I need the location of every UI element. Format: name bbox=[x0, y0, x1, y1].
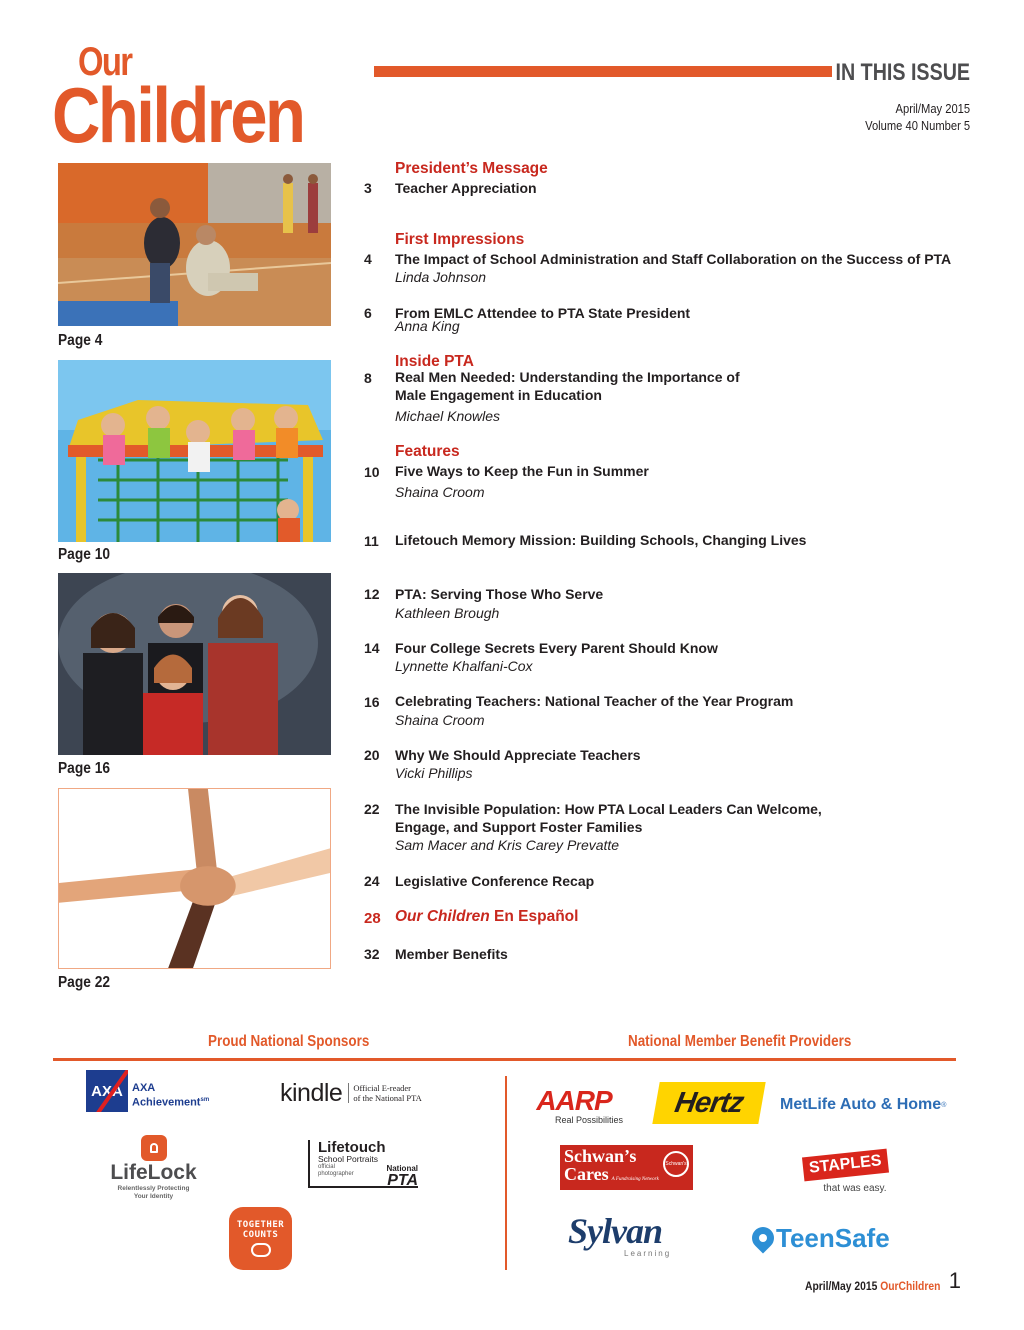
toc-article-title: Why We Should Appreciate Teachers bbox=[395, 747, 641, 763]
schwans-badge-icon: Schwan's bbox=[663, 1151, 689, 1177]
toc-page-number: 6 bbox=[364, 305, 372, 321]
toc-article-title: Celebrating Teachers: National Teacher of the Year Program bbox=[395, 693, 794, 709]
toc-page-number: 4 bbox=[364, 251, 372, 267]
toc-article-title: Five Ways to Keep the Fun in Summer bbox=[395, 463, 649, 479]
lifetouch-logo bbox=[308, 1140, 418, 1188]
lifelock-logo bbox=[106, 1133, 201, 1203]
photo-page-22 bbox=[58, 788, 331, 969]
kindle-logo bbox=[280, 1075, 440, 1111]
section-heading: Inside PTA bbox=[395, 353, 474, 370]
kindle-line2: of the National PTA bbox=[353, 1093, 422, 1103]
people-icon bbox=[251, 1243, 271, 1257]
page-number: 1 bbox=[948, 1268, 961, 1293]
lifetouch-line1: School Portraits bbox=[318, 1154, 378, 1164]
aarp-word: AARP bbox=[536, 1084, 612, 1116]
masthead-our: Our bbox=[78, 40, 132, 84]
toc-author: Linda Johnson bbox=[395, 269, 487, 285]
pta-word: PTA bbox=[387, 1172, 418, 1189]
axa-line2: Achievement bbox=[132, 1096, 201, 1109]
hertz-word: Hertz bbox=[672, 1086, 746, 1119]
sylvan-word: Sylvan bbox=[568, 1210, 663, 1251]
issue-volume: Volume 40 Number 5 bbox=[864, 118, 970, 133]
section-heading: President’s Message bbox=[395, 160, 548, 177]
staples-word: STAPLES bbox=[802, 1148, 889, 1181]
sponsor-column-divider bbox=[505, 1076, 507, 1270]
metlife-reg: ® bbox=[941, 1101, 947, 1109]
section-heading: Features bbox=[395, 443, 460, 460]
footer-date: April/May 2015 bbox=[804, 1279, 877, 1293]
lifetouch-line3: photographer bbox=[318, 1171, 354, 1177]
schwans-line2: Cares bbox=[564, 1164, 609, 1184]
axa-achievement-logo bbox=[86, 1070, 226, 1112]
staples-tagline: that was easy. bbox=[823, 1182, 887, 1194]
toc-page-number: 16 bbox=[364, 694, 380, 710]
issue-date-block bbox=[865, 100, 970, 134]
schwans-line1: Schwan’s bbox=[564, 1146, 637, 1166]
toc-page-number: 11 bbox=[364, 533, 379, 549]
issue-title: IN THIS ISSUE bbox=[835, 59, 970, 86]
axa-line1: AXA bbox=[132, 1081, 156, 1094]
sponsors-heading: Proud National Sponsors bbox=[208, 1033, 370, 1050]
toc-author: Shaina Croom bbox=[395, 484, 485, 500]
lifelock-tagline bbox=[118, 1185, 190, 1201]
toc-article-title bbox=[395, 908, 578, 927]
toc-article-title-line2: Male Engagement in Education bbox=[395, 387, 602, 403]
toc-page-number: 32 bbox=[364, 946, 380, 962]
toc-article-title: PTA: Serving Those Who Serve bbox=[395, 586, 604, 602]
toc-page-number: 24 bbox=[364, 873, 380, 889]
lock-icon bbox=[141, 1135, 167, 1161]
photo-caption: Page 22 bbox=[58, 974, 111, 991]
lifetouch-official bbox=[318, 1164, 354, 1178]
footer-brand: OurChildren bbox=[879, 1279, 940, 1293]
toc-article-title: Member Benefits bbox=[395, 946, 508, 962]
toc-page-number: 12 bbox=[364, 586, 380, 602]
teensafe-word: TeenSafe bbox=[776, 1222, 890, 1253]
benefit-providers-heading: National Member Benefit Providers bbox=[628, 1033, 852, 1050]
pta-mark bbox=[386, 1164, 418, 1188]
photo-caption: Page 16 bbox=[58, 760, 111, 777]
teensafe-logo bbox=[752, 1220, 912, 1256]
toc-title-italic: Our Children bbox=[395, 908, 490, 925]
toc-page-number: 10 bbox=[364, 464, 380, 480]
hertz-logo bbox=[652, 1082, 765, 1124]
toc-author: Anna King bbox=[395, 318, 460, 334]
photo-page-4 bbox=[58, 163, 331, 326]
sponsor-divider bbox=[53, 1058, 956, 1061]
location-pin-icon bbox=[747, 1222, 778, 1253]
schwans-tagline: A Fundraising Network bbox=[611, 1177, 659, 1182]
toc-page-number: 8 bbox=[364, 370, 372, 386]
aarp-logo bbox=[519, 1083, 629, 1128]
lifetouch-word: Lifetouch bbox=[318, 1139, 386, 1156]
photo-page-16 bbox=[58, 573, 331, 755]
toc-article-title: Real Men Needed: Understanding the Importance of bbox=[395, 369, 740, 385]
toc-article-title: Four College Secrets Every Parent Should Know bbox=[395, 640, 718, 656]
toc-page-number: 20 bbox=[364, 747, 380, 763]
kindle-word: kindle bbox=[280, 1078, 343, 1107]
aarp-tagline: Real Possibilities bbox=[554, 1114, 624, 1125]
toc-author: Vicki Phillips bbox=[395, 765, 473, 781]
issue-header-bar bbox=[374, 66, 832, 77]
toc-author: Shaina Croom bbox=[395, 712, 485, 728]
toc-article-title: From EMLC Attendee to PTA State President bbox=[395, 305, 691, 321]
toc-article-title: The Impact of School Administration and Staff Collaboration on the Success of PTA bbox=[395, 251, 952, 267]
toc-page-number: 3 bbox=[364, 180, 372, 196]
toc-title-rest: En Español bbox=[489, 908, 579, 925]
axa-mark bbox=[86, 1070, 128, 1112]
section-heading: First Impressions bbox=[395, 231, 525, 248]
together-counts-logo bbox=[229, 1207, 292, 1270]
sylvan-tagline: Learning bbox=[624, 1248, 672, 1258]
staples-logo bbox=[790, 1148, 900, 1198]
toc-article-title: Lifetouch Memory Mission: Building Schools, Changing Lives bbox=[395, 532, 807, 548]
photo-page-10 bbox=[58, 360, 331, 542]
lifetouch-line2: official bbox=[318, 1164, 335, 1170]
lifelock-tag2: Your Identity bbox=[133, 1193, 174, 1200]
together-line2: COUNTS bbox=[242, 1230, 279, 1240]
lifelock-word: LifeLock bbox=[110, 1161, 197, 1184]
toc-author: Lynnette Khalfani-Cox bbox=[395, 658, 533, 674]
photo-caption: Page 4 bbox=[58, 332, 103, 349]
pta-national: National bbox=[386, 1164, 418, 1173]
masthead-title: Children bbox=[52, 71, 304, 159]
toc-page-number: 14 bbox=[364, 640, 380, 656]
metlife-logo bbox=[780, 1093, 960, 1117]
lifelock-tag1: Relentlessly Protecting bbox=[117, 1185, 190, 1192]
toc-article-title: Legislative Conference Recap bbox=[395, 873, 595, 889]
photo-caption: Page 10 bbox=[58, 546, 111, 563]
toc-article-title: Teacher Appreciation bbox=[395, 180, 537, 196]
toc-author: Sam Macer and Kris Carey Prevatte bbox=[395, 837, 620, 853]
axa-mark-text: AXA bbox=[91, 1082, 123, 1100]
kindle-line1: Official E-reader bbox=[353, 1083, 411, 1093]
axa-sup: sm bbox=[200, 1096, 210, 1103]
toc-page-number: 28 bbox=[364, 910, 381, 927]
toc-page-number: 22 bbox=[364, 801, 380, 817]
toc-author: Kathleen Brough bbox=[395, 605, 500, 621]
toc-article-title: The Invisible Population: How PTA Local Leaders Can Welcome, bbox=[395, 801, 822, 817]
axa-text bbox=[132, 1082, 209, 1109]
issue-date: April/May 2015 bbox=[895, 101, 970, 116]
sylvan-logo bbox=[568, 1205, 683, 1265]
page-footer bbox=[805, 1279, 940, 1293]
kindle-tagline bbox=[348, 1083, 422, 1103]
schwans-cares-logo bbox=[560, 1145, 693, 1190]
metlife-word: MetLife Auto & Home bbox=[780, 1096, 942, 1113]
toc-article-title-line2: Engage, and Support Foster Families bbox=[395, 819, 643, 835]
together-line1: TOGETHER bbox=[236, 1220, 285, 1230]
toc-author: Michael Knowles bbox=[395, 408, 501, 424]
